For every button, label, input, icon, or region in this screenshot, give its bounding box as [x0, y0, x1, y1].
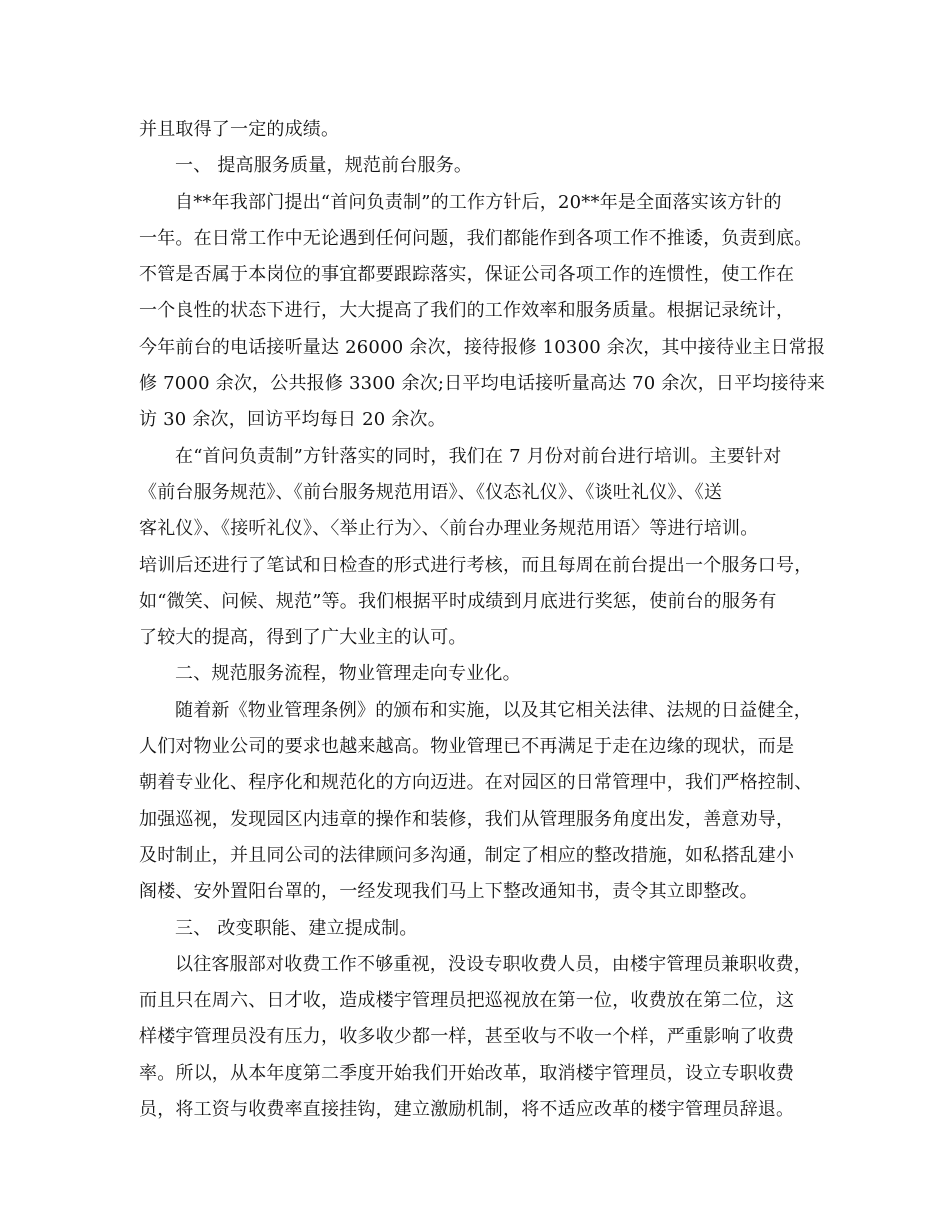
text-line: 修 7000 余次，公共报修 3300 余次;日平均电话接听量高达 70 余次，日平均接待来: [139, 373, 826, 395]
text-line: 一个良性的状态下进行，大大提高了我们的工作效率和服务质量。根据记录统计，: [139, 300, 795, 322]
text-line: 一年。在日常工作中无论遇到任何问题，我们都能作到各项工作不推诿，负责到底。: [139, 227, 813, 249]
text-line: 不管是否属于本岗位的事宜都要跟踪落实，保证公司各项工作的连惯性，使工作在: [139, 264, 795, 286]
paragraph-start-line: 自**年我部门提出“首问负责制”的工作方针后，20**年是全面落实该方针的: [175, 191, 782, 213]
paragraph-start-line: 在“首问负责制”方针落实的同时，我们在 7 月份对前台进行培训。主要针对: [175, 445, 782, 467]
paragraph-start-line: 以往客服部对收费工作不够重视，没设专职收费人员，由楼宇管理员兼职收费，: [175, 953, 812, 975]
text-line: 率。所以，从本年度第二季度开始我们开始改革，取消楼宇管理员，设立专职收费: [139, 1062, 795, 1084]
text-line: 样楼宇管理员没有压力，收多收少都一样，甚至收与不收一个样，严重影响了收费: [139, 1026, 795, 1048]
text-line: 而且只在周六、日才收，造成楼宇管理员把巡视放在第一位，收费放在第二位，这: [139, 990, 795, 1012]
text-line: 客礼仪》、《接听礼仪》、〈举止行为〉、〈前台办理业务规范用语〉等进行培训。: [139, 518, 759, 540]
paragraph-start-line: 二、规范服务流程，物业管理走向专业化。: [175, 663, 521, 685]
paragraph-start-line: 一、 提高服务质量，规范前台服务。: [175, 155, 473, 177]
text-line: 并且取得了一定的成绩。: [139, 119, 340, 140]
text-line: 员，将工资与收费率直接挂钩，建立激励机制，将不适应改革的楼宇管理员辞退。: [139, 1099, 795, 1121]
paragraph-start-line: 三、 改变职能、建立提成制。: [175, 917, 418, 939]
text-line: 今年前台的电话接听量达 26000 余次，接待报修 10300 余次，其中接待业主日常报: [139, 336, 826, 358]
document-body: [139, 112, 829, 1128]
text-line: 及时制止，并且同公司的法律顾问多沟通，制定了相应的整改措施，如私搭乱建小: [139, 844, 795, 866]
text-line: 了较大的提高，得到了广大业主的认可。: [139, 627, 467, 649]
paragraph-start-line: 随着新《物业管理条例》的颁布和实施，以及其它相关法律、法规的日益健全，: [175, 699, 812, 721]
text-line: 如“微笑、问候、规范”等。我们根据平时成绩到月底进行奖惩，使前台的服务有: [139, 590, 777, 612]
text-line: 人们对物业公司的要求也越来越高。物业管理已不再满足于走在边缘的现状，而是: [139, 736, 795, 758]
text-line: 朝着专业化、程序化和规范化的方向迈进。在对园区的日常管理中，我们严格控制、: [139, 772, 813, 794]
text-line: 《前台服务规范》、《前台服务规范用语》、《仪态礼仪》、《谈吐礼仪》、《送: [139, 481, 723, 503]
text-line: 培训后还进行了笔试和日检查的形式进行考核，而且每周在前台提出一个服务口号，: [139, 554, 813, 576]
text-line: 访 30 余次，回访平均每日 20 余次。: [139, 409, 446, 431]
text-line: 加强巡视，发现园区内违章的操作和装修，我们从管理服务角度出发，善意劝导，: [139, 808, 795, 830]
text-line: 阁楼、安外置阳台罩的，一经发现我们马上下整改通知书，责令其立即整改。: [139, 881, 758, 903]
